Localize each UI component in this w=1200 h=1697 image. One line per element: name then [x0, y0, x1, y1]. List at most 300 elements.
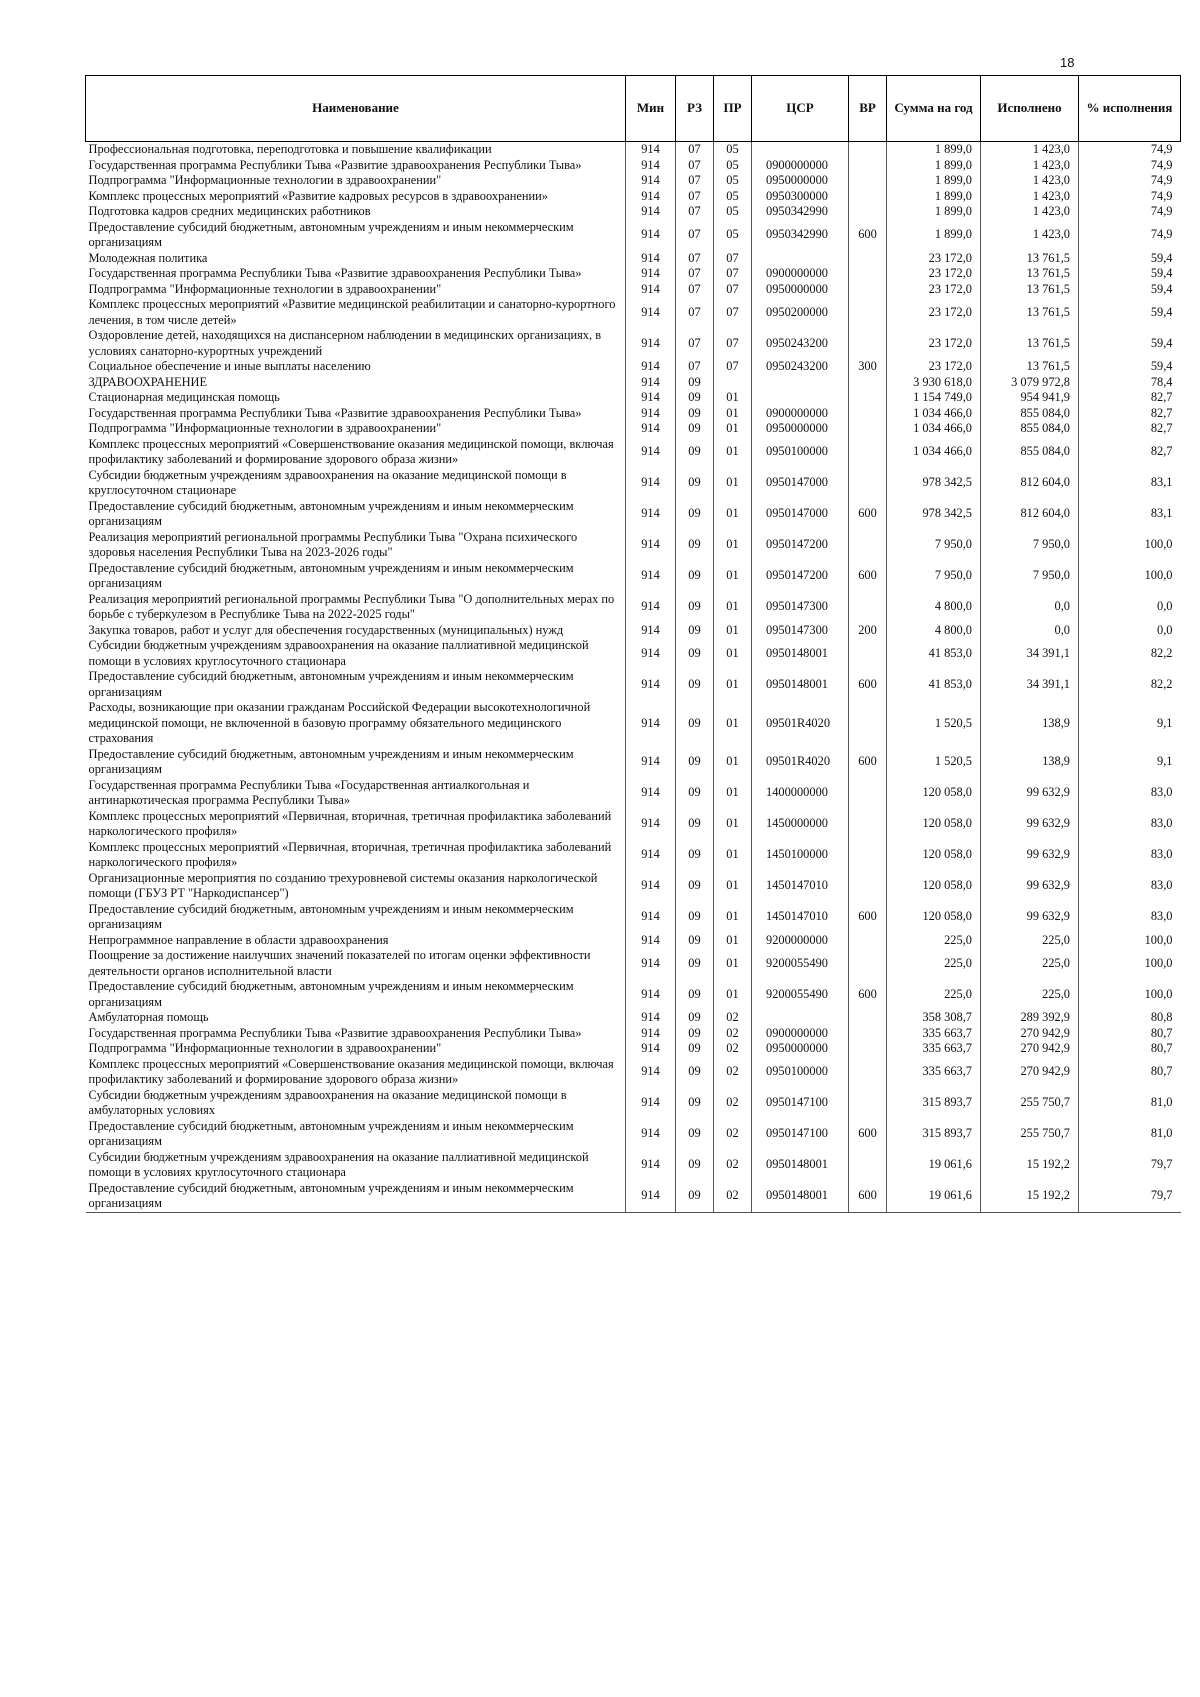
cell-rz: 09 — [676, 421, 714, 437]
cell-csr: 0900000000 — [752, 266, 849, 282]
cell-pct: 59,4 — [1079, 282, 1181, 298]
cell-min: 914 — [626, 359, 676, 375]
cell-done: 0,0 — [981, 623, 1079, 639]
cell-name: Субсидии бюджетным учреждениям здравоохранения на оказание медицинской помощи в круглосуточном стационаре — [88, 467, 567, 497]
cell-pr: 01 — [714, 948, 752, 979]
cell-min: 914 — [626, 700, 676, 747]
cell-name: Комплекс процессных мероприятий «Совершенствование оказания медицинской помощи, включая профилактику заболеваний и формирование здорового образа жизни» — [88, 436, 614, 466]
cell-rz: 09 — [676, 1010, 714, 1026]
cell-rz: 07 — [676, 189, 714, 205]
table-body — [86, 142, 1181, 1213]
cell-pct: 74,9 — [1079, 173, 1181, 189]
cell-pct: 59,4 — [1079, 266, 1181, 282]
cell-rz: 09 — [676, 700, 714, 747]
cell-pr: 05 — [714, 173, 752, 189]
cell-vr — [849, 840, 887, 871]
table-row — [86, 592, 1181, 623]
table-row — [86, 1057, 1181, 1088]
table-row — [86, 871, 1181, 902]
cell-pr: 07 — [714, 328, 752, 359]
cell-min: 914 — [626, 173, 676, 189]
cell-rz: 07 — [676, 142, 714, 158]
cell-pr: 01 — [714, 809, 752, 840]
cell-done: 855 084,0 — [981, 421, 1079, 437]
cell-done: 1 423,0 — [981, 142, 1079, 158]
cell-rz: 09 — [676, 979, 714, 1010]
cell-min: 914 — [626, 1010, 676, 1026]
cell-vr — [849, 328, 887, 359]
cell-min: 914 — [626, 499, 676, 530]
cell-vr — [849, 189, 887, 205]
table-row — [86, 1150, 1181, 1181]
cell-done: 270 942,9 — [981, 1041, 1079, 1057]
cell-pr: 01 — [714, 902, 752, 933]
cell-min: 914 — [626, 297, 676, 328]
cell-pr: 01 — [714, 623, 752, 639]
cell-sum: 1 034 466,0 — [887, 406, 981, 422]
cell-pct: 83,0 — [1079, 840, 1181, 871]
cell-done: 7 950,0 — [981, 561, 1079, 592]
cell-sum: 1 520,5 — [887, 747, 981, 778]
cell-csr: 0950148001 — [752, 669, 849, 700]
cell-done: 138,9 — [981, 747, 1079, 778]
cell-vr — [849, 421, 887, 437]
cell-done: 13 761,5 — [981, 328, 1079, 359]
cell-min: 914 — [626, 421, 676, 437]
cell-pr: 01 — [714, 468, 752, 499]
table-row — [86, 561, 1181, 592]
cell-name: Расходы, возникающие при оказании гражданам Российской Федерации высокотехнологичной медицинской помощи, не включенной в базовую программу обязательного медицинского страхования — [88, 700, 591, 745]
table-row — [86, 375, 1181, 391]
cell-rz: 09 — [676, 778, 714, 809]
cell-name: Предоставление субсидий бюджетным, автономным учреждениям и иным некоммерческим организациям — [88, 746, 574, 776]
table-row — [86, 328, 1181, 359]
cell-rz: 09 — [676, 669, 714, 700]
cell-csr: 0950300000 — [752, 189, 849, 205]
cell-min: 914 — [626, 1150, 676, 1181]
cell-min: 914 — [626, 747, 676, 778]
cell-rz: 09 — [676, 1119, 714, 1150]
cell-pct: 9,1 — [1079, 700, 1181, 747]
cell-csr: 0950200000 — [752, 297, 849, 328]
table-row — [86, 979, 1181, 1010]
cell-rz: 09 — [676, 1150, 714, 1181]
cell-pr: 05 — [714, 158, 752, 174]
cell-vr — [849, 468, 887, 499]
cell-min: 914 — [626, 142, 676, 158]
cell-sum: 41 853,0 — [887, 669, 981, 700]
cell-vr — [849, 375, 887, 391]
cell-min: 914 — [626, 328, 676, 359]
cell-csr: 0950000000 — [752, 282, 849, 298]
cell-name: Подпрограмма "Информационные технологии в здравоохранении" — [88, 173, 442, 187]
cell-sum: 1 034 466,0 — [887, 437, 981, 468]
cell-min: 914 — [626, 266, 676, 282]
cell-pr: 01 — [714, 933, 752, 949]
cell-pct: 82,7 — [1079, 437, 1181, 468]
cell-name: Государственная программа Республики Тыва «Развитие здравоохранения Республики Тыва» — [88, 1025, 582, 1040]
cell-min: 914 — [626, 158, 676, 174]
cell-sum: 3 930 618,0 — [887, 375, 981, 391]
cell-sum: 1 899,0 — [887, 189, 981, 205]
cell-pr: 01 — [714, 700, 752, 747]
cell-rz: 09 — [676, 933, 714, 949]
cell-pr: 02 — [714, 1150, 752, 1181]
cell-min: 914 — [626, 561, 676, 592]
table-row — [86, 1026, 1181, 1042]
cell-name: Реализация мероприятий региональной программы Республики Тыва "Охрана психического здоровья населения Республики Тыва на 2023-2026 годы" — [88, 529, 578, 559]
table-row — [86, 1181, 1181, 1213]
cell-min: 914 — [626, 530, 676, 561]
cell-min: 914 — [626, 406, 676, 422]
cell-pct: 80,7 — [1079, 1057, 1181, 1088]
cell-vr: 600 — [849, 220, 887, 251]
cell-pct: 82,7 — [1079, 406, 1181, 422]
cell-name: Субсидии бюджетным учреждениям здравоохранения на оказание медицинской помощи в амбулаторных условиях — [88, 1087, 567, 1117]
table-row — [86, 142, 1181, 158]
cell-sum: 19 061,6 — [887, 1150, 981, 1181]
cell-pr: 01 — [714, 638, 752, 669]
cell-done: 34 391,1 — [981, 669, 1079, 700]
table-row — [86, 251, 1181, 267]
cell-done: 270 942,9 — [981, 1026, 1079, 1042]
cell-csr: 09501R4020 — [752, 747, 849, 778]
cell-done: 99 632,9 — [981, 778, 1079, 809]
table-row — [86, 158, 1181, 174]
cell-rz: 07 — [676, 282, 714, 298]
table-row — [86, 948, 1181, 979]
cell-vr — [849, 437, 887, 468]
cell-name: Поощрение за достижение наилучших значений показателей по итогам оценки эффективности деятельности органов исполнительной власти — [88, 948, 591, 978]
cell-pct: 83,1 — [1079, 468, 1181, 499]
cell-sum: 23 172,0 — [887, 359, 981, 375]
cell-name: Предоставление субсидий бюджетным, автономным учреждениям и иным некоммерческим организациям — [88, 560, 574, 590]
cell-min: 914 — [626, 1088, 676, 1119]
table-row — [86, 840, 1181, 871]
cell-vr — [849, 204, 887, 220]
cell-pct: 74,9 — [1079, 189, 1181, 205]
cell-name: Предоставление субсидий бюджетным, автономным учреждениям и иным некоммерческим организациям — [88, 1118, 574, 1148]
cell-sum: 1 899,0 — [887, 142, 981, 158]
table-row — [86, 1119, 1181, 1150]
cell-min: 914 — [626, 251, 676, 267]
cell-pr: 05 — [714, 220, 752, 251]
cell-name: Государственная программа Республики Тыва «Государственная антиалкогольная и антинаркотическая программа Республики Тыва» — [88, 777, 530, 807]
cell-done: 138,9 — [981, 700, 1079, 747]
page-number: 18 — [1060, 55, 1075, 70]
cell-rz: 09 — [676, 390, 714, 406]
cell-sum: 335 663,7 — [887, 1026, 981, 1042]
cell-pr: 01 — [714, 871, 752, 902]
cell-sum: 4 800,0 — [887, 623, 981, 639]
cell-vr — [849, 871, 887, 902]
cell-pr: 05 — [714, 204, 752, 220]
cell-sum: 23 172,0 — [887, 266, 981, 282]
cell-done: 225,0 — [981, 948, 1079, 979]
header-sum: Сумма на год — [887, 76, 981, 142]
cell-name: Комплекс процессных мероприятий «Совершенствование оказания медицинской помощи, включая профилактику заболеваний и формирование здорового образа жизни» — [88, 1056, 614, 1086]
table-row — [86, 700, 1181, 747]
cell-min: 914 — [626, 220, 676, 251]
cell-done: 3 079 972,8 — [981, 375, 1079, 391]
cell-pct: 83,0 — [1079, 809, 1181, 840]
cell-name: Молодежная политика — [88, 250, 208, 265]
cell-done: 15 192,2 — [981, 1150, 1079, 1181]
cell-pct: 78,4 — [1079, 375, 1181, 391]
cell-csr: 0950000000 — [752, 173, 849, 189]
table-row — [86, 266, 1181, 282]
header-min: Мин — [626, 76, 676, 142]
cell-pr: 05 — [714, 189, 752, 205]
cell-name: Реализация мероприятий региональной программы Республики Тыва "О дополнительных мерах по борьбе с туберкулезом в Республике Тыва на 2022-2025 годы" — [88, 591, 615, 621]
cell-pr: 01 — [714, 561, 752, 592]
cell-csr: 9200055490 — [752, 948, 849, 979]
cell-vr — [849, 1041, 887, 1057]
cell-rz: 09 — [676, 809, 714, 840]
cell-done: 855 084,0 — [981, 406, 1079, 422]
cell-name: Государственная программа Республики Тыва «Развитие здравоохранения Республики Тыва» — [88, 157, 582, 172]
cell-csr: 0950243200 — [752, 359, 849, 375]
cell-rz: 07 — [676, 297, 714, 328]
cell-pct: 82,2 — [1079, 638, 1181, 669]
cell-name: Амбулаторная помощь — [88, 1010, 209, 1024]
table-row — [86, 778, 1181, 809]
cell-pct: 59,4 — [1079, 251, 1181, 267]
table-row — [86, 669, 1181, 700]
cell-vr — [849, 1150, 887, 1181]
cell-sum: 1 154 749,0 — [887, 390, 981, 406]
cell-vr: 300 — [849, 359, 887, 375]
cell-pct: 100,0 — [1079, 948, 1181, 979]
header-vr: ВР — [849, 76, 887, 142]
cell-min: 914 — [626, 623, 676, 639]
cell-rz: 09 — [676, 1181, 714, 1213]
header-done: Исполнено — [981, 76, 1079, 142]
cell-pct: 74,9 — [1079, 142, 1181, 158]
cell-pr: 07 — [714, 251, 752, 267]
cell-sum: 335 663,7 — [887, 1041, 981, 1057]
cell-min: 914 — [626, 933, 676, 949]
cell-pr: 02 — [714, 1088, 752, 1119]
budget-execution-table — [85, 75, 1181, 1213]
cell-min: 914 — [626, 282, 676, 298]
cell-pct: 74,9 — [1079, 220, 1181, 251]
cell-pr: 01 — [714, 390, 752, 406]
cell-vr — [849, 933, 887, 949]
cell-sum: 7 950,0 — [887, 530, 981, 561]
table-row — [86, 1041, 1181, 1057]
header-csr: ЦСР — [752, 76, 849, 142]
cell-pr: 07 — [714, 282, 752, 298]
cell-rz: 09 — [676, 406, 714, 422]
cell-pct: 83,1 — [1079, 499, 1181, 530]
cell-done: 954 941,9 — [981, 390, 1079, 406]
cell-sum: 978 342,5 — [887, 499, 981, 530]
cell-csr: 0950147000 — [752, 499, 849, 530]
cell-name: Субсидии бюджетным учреждениям здравоохранения на оказание паллиативной медицинской помощи в условиях круглосуточного стационара — [88, 638, 589, 668]
cell-csr: 0950243200 — [752, 328, 849, 359]
table-row — [86, 468, 1181, 499]
cell-sum: 315 893,7 — [887, 1088, 981, 1119]
table-row — [86, 220, 1181, 251]
cell-csr — [752, 1010, 849, 1026]
cell-csr: 0950342990 — [752, 220, 849, 251]
cell-name: Предоставление субсидий бюджетным, автономным учреждениям и иным некоммерческим организациям — [88, 979, 574, 1009]
cell-vr — [849, 390, 887, 406]
cell-pct: 100,0 — [1079, 561, 1181, 592]
cell-sum: 120 058,0 — [887, 871, 981, 902]
cell-rz: 09 — [676, 530, 714, 561]
cell-vr — [849, 282, 887, 298]
cell-pr: 07 — [714, 359, 752, 375]
cell-pct: 59,4 — [1079, 359, 1181, 375]
cell-pr: 02 — [714, 1057, 752, 1088]
cell-vr: 600 — [849, 1119, 887, 1150]
cell-done: 255 750,7 — [981, 1088, 1079, 1119]
cell-name: Подпрограмма "Информационные технологии в здравоохранении" — [88, 421, 442, 435]
cell-csr: 0950147100 — [752, 1119, 849, 1150]
cell-rz: 07 — [676, 220, 714, 251]
cell-done: 7 950,0 — [981, 530, 1079, 561]
cell-done: 13 761,5 — [981, 297, 1079, 328]
table-row — [86, 189, 1181, 205]
table-row — [86, 1088, 1181, 1119]
cell-vr — [849, 173, 887, 189]
cell-rz: 07 — [676, 266, 714, 282]
cell-sum: 120 058,0 — [887, 809, 981, 840]
cell-pct: 59,4 — [1079, 328, 1181, 359]
cell-vr — [849, 809, 887, 840]
cell-min: 914 — [626, 840, 676, 871]
table-row — [86, 902, 1181, 933]
cell-pct: 81,0 — [1079, 1088, 1181, 1119]
cell-min: 914 — [626, 375, 676, 391]
cell-csr: 0950147100 — [752, 1088, 849, 1119]
cell-vr — [849, 530, 887, 561]
cell-name: Предоставление субсидий бюджетным, автономным учреждениям и иным некоммерческим организациям — [88, 669, 574, 699]
cell-pr: 01 — [714, 778, 752, 809]
cell-csr: 0900000000 — [752, 158, 849, 174]
table-row — [86, 297, 1181, 328]
cell-pr: 07 — [714, 266, 752, 282]
table-row — [86, 437, 1181, 468]
cell-name: Комплекс процессных мероприятий «Первичная, вторичная, третичная профилактика заболеваний наркологического профиля» — [88, 808, 612, 838]
cell-pr: 01 — [714, 979, 752, 1010]
cell-rz: 09 — [676, 1041, 714, 1057]
table-row — [86, 747, 1181, 778]
cell-pr: 01 — [714, 437, 752, 468]
cell-done: 225,0 — [981, 933, 1079, 949]
cell-name: Подпрограмма "Информационные технологии в здравоохранении" — [88, 1041, 442, 1055]
cell-min: 914 — [626, 778, 676, 809]
cell-done: 0,0 — [981, 592, 1079, 623]
cell-pr: 05 — [714, 142, 752, 158]
cell-pr: 02 — [714, 1041, 752, 1057]
cell-done: 13 761,5 — [981, 266, 1079, 282]
cell-vr — [849, 1057, 887, 1088]
cell-vr — [849, 948, 887, 979]
cell-csr: 1450147010 — [752, 871, 849, 902]
cell-vr: 600 — [849, 561, 887, 592]
header-pr: ПР — [714, 76, 752, 142]
cell-rz: 07 — [676, 328, 714, 359]
cell-rz: 07 — [676, 359, 714, 375]
cell-name: Субсидии бюджетным учреждениям здравоохранения на оказание паллиативной медицинской помощи в условиях круглосуточного стационара — [88, 1149, 589, 1179]
cell-sum: 1 899,0 — [887, 204, 981, 220]
cell-vr: 600 — [849, 902, 887, 933]
cell-vr — [849, 1026, 887, 1042]
cell-pct: 59,4 — [1079, 297, 1181, 328]
cell-rz: 07 — [676, 158, 714, 174]
cell-vr — [849, 297, 887, 328]
cell-pr: 01 — [714, 840, 752, 871]
cell-rz: 09 — [676, 871, 714, 902]
cell-name: Комплекс процессных мероприятий «Развитие кадровых ресурсов в здравоохранении» — [88, 188, 548, 203]
cell-csr — [752, 375, 849, 391]
cell-sum: 19 061,6 — [887, 1181, 981, 1213]
cell-done: 99 632,9 — [981, 840, 1079, 871]
cell-min: 914 — [626, 948, 676, 979]
cell-pr: 02 — [714, 1026, 752, 1042]
cell-min: 914 — [626, 189, 676, 205]
header-pct: % исполнения — [1079, 76, 1181, 142]
cell-done: 1 423,0 — [981, 173, 1079, 189]
cell-done: 1 423,0 — [981, 204, 1079, 220]
table-row — [86, 421, 1181, 437]
cell-name: Подготовка кадров средних медицинских работников — [88, 204, 371, 218]
cell-name: Государственная программа Республики Тыва «Развитие здравоохранения Республики Тыва» — [88, 405, 582, 420]
cell-name: Предоставление субсидий бюджетным, автономным учреждениям и иным некоммерческим организациям — [88, 498, 574, 528]
cell-vr — [849, 142, 887, 158]
cell-rz: 09 — [676, 468, 714, 499]
cell-pct: 0,0 — [1079, 592, 1181, 623]
cell-min: 914 — [626, 592, 676, 623]
cell-done: 812 604,0 — [981, 468, 1079, 499]
table-row — [86, 809, 1181, 840]
cell-name: Предоставление субсидий бюджетным, автономным учреждениям и иным некоммерческим организациям — [88, 901, 574, 931]
cell-rz: 09 — [676, 437, 714, 468]
cell-pct: 74,9 — [1079, 158, 1181, 174]
cell-pr: 01 — [714, 499, 752, 530]
cell-pct: 79,7 — [1079, 1181, 1181, 1213]
table-row — [86, 1010, 1181, 1026]
table-header — [86, 76, 1181, 142]
cell-pct: 100,0 — [1079, 530, 1181, 561]
cell-rz: 09 — [676, 375, 714, 391]
cell-done: 15 192,2 — [981, 1181, 1079, 1213]
cell-sum: 978 342,5 — [887, 468, 981, 499]
cell-csr — [752, 390, 849, 406]
cell-vr — [849, 638, 887, 669]
cell-min: 914 — [626, 1041, 676, 1057]
cell-csr: 1400000000 — [752, 778, 849, 809]
cell-min: 914 — [626, 468, 676, 499]
cell-pr: 01 — [714, 421, 752, 437]
cell-pr: 02 — [714, 1181, 752, 1213]
cell-min: 914 — [626, 871, 676, 902]
cell-sum: 120 058,0 — [887, 902, 981, 933]
cell-pct: 82,2 — [1079, 669, 1181, 700]
cell-pct: 80,7 — [1079, 1041, 1181, 1057]
cell-min: 914 — [626, 902, 676, 933]
cell-rz: 09 — [676, 902, 714, 933]
cell-sum: 41 853,0 — [887, 638, 981, 669]
cell-done: 1 423,0 — [981, 189, 1079, 205]
cell-done: 1 423,0 — [981, 158, 1079, 174]
cell-csr: 0950147000 — [752, 468, 849, 499]
cell-csr: 0950147300 — [752, 623, 849, 639]
cell-csr: 0900000000 — [752, 406, 849, 422]
